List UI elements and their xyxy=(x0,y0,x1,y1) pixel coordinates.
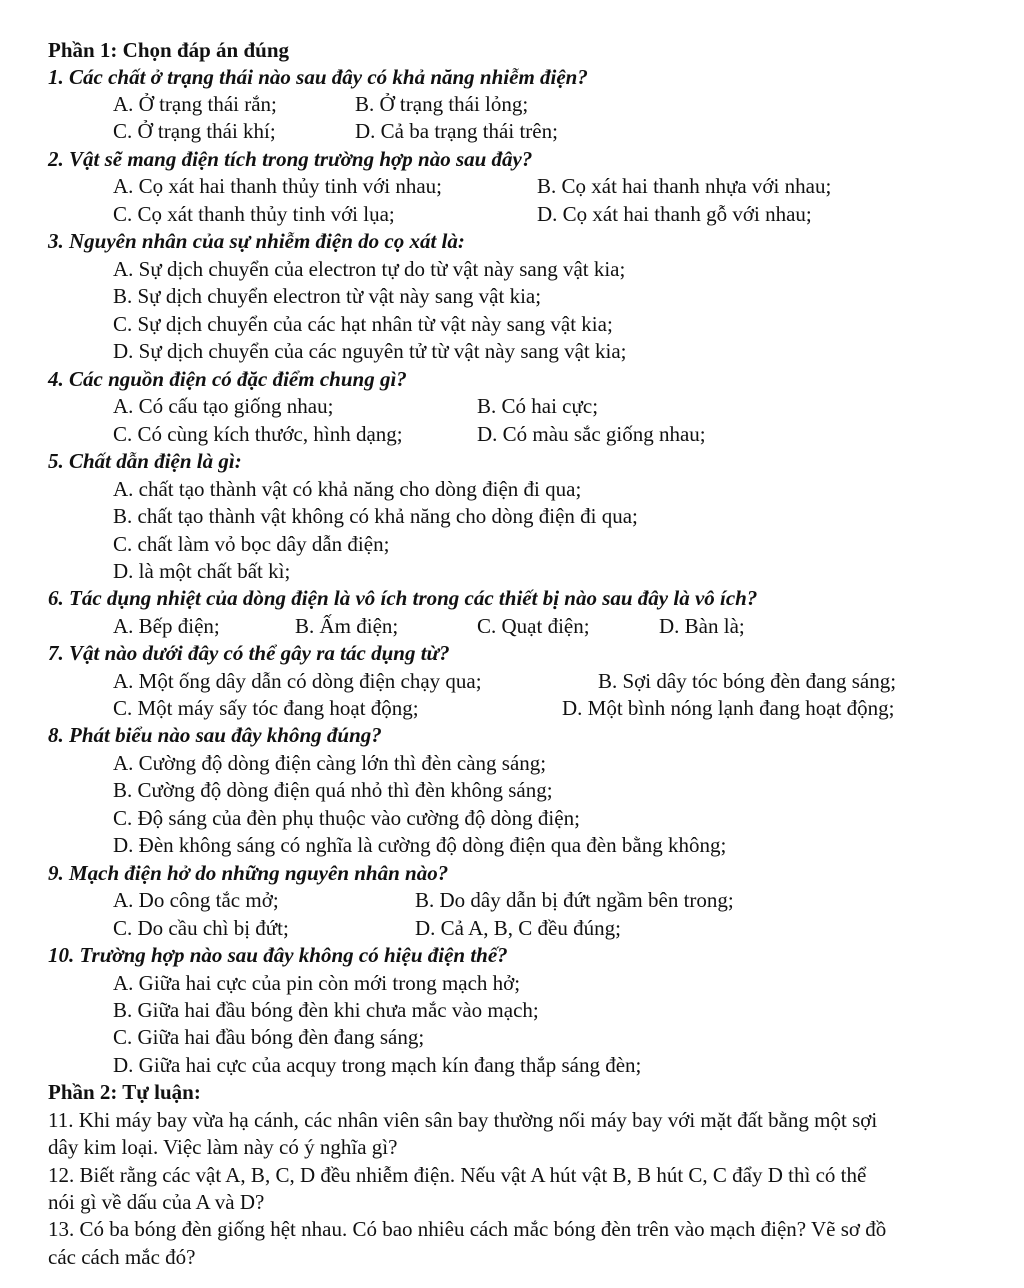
essay-line-2: dây kim loại. Việc làm này có ý nghĩa gì? xyxy=(48,1135,398,1159)
q1-option-c: C. Ở trạng thái khí; xyxy=(113,119,276,143)
question-4: 4. Các nguồn điện có đặc điểm chung gì? xyxy=(48,367,407,391)
q5-option-b: B. chất tạo thành vật không có khả năng cho dòng điện đi qua; xyxy=(113,504,638,528)
q8-option-b: B. Cường độ dòng điện quá nhỏ thì đèn không sáng; xyxy=(113,778,553,802)
q1-option-a: A. Ở trạng thái rắn; xyxy=(113,92,277,116)
q8-option-d: D. Đèn không sáng có nghĩa là cường độ dòng điện qua đèn bằng không; xyxy=(113,833,727,857)
q6-option-a: A. Bếp điện; xyxy=(113,614,220,638)
q4-option-c: C. Có cùng kích thước, hình dạng; xyxy=(113,422,403,446)
question-5: 5. Chất dẫn điện là gì: xyxy=(48,449,242,473)
essay-line-1: 11. Khi máy bay vừa hạ cánh, các nhân viên sân bay thường nối máy bay với mặt đất bằng một sợi xyxy=(48,1108,878,1132)
q4-option-d: D. Có màu sắc giống nhau; xyxy=(477,422,706,446)
q5-option-c: C. chất làm vỏ bọc dây dẫn điện; xyxy=(113,532,390,556)
q10-option-c: C. Giữa hai đầu bóng đèn đang sáng; xyxy=(113,1025,425,1049)
q8-option-a: A. Cường độ dòng điện càng lớn thì đèn càng sáng; xyxy=(113,751,547,775)
question-3: 3. Nguyên nhân của sự nhiễm điện do cọ xát là: xyxy=(48,229,465,253)
question-6: 6. Tác dụng nhiệt của dòng điện là vô ích trong các thiết bị nào sau đây là vô ích? xyxy=(48,586,758,610)
q2-option-a: A. Cọ xát hai thanh thủy tinh với nhau; xyxy=(113,174,442,198)
q4-option-b: B. Có hai cực; xyxy=(477,394,599,418)
q6-option-d: D. Bàn là; xyxy=(659,614,745,638)
q6-option-b: B. Ấm điện; xyxy=(295,614,399,638)
question-8: 8. Phát biểu nào sau đây không đúng? xyxy=(48,723,382,747)
q3-option-c: C. Sự dịch chuyển của các hạt nhân từ vật này sang vật kia; xyxy=(113,312,613,336)
q10-option-b: B. Giữa hai đầu bóng đèn khi chưa mắc vào mạch; xyxy=(113,998,539,1022)
q2-option-c: C. Cọ xát thanh thủy tinh với lụa; xyxy=(113,202,395,226)
q4-option-a: A. Có cấu tạo giống nhau; xyxy=(113,394,334,418)
q10-option-d: D. Giữa hai cực của acquy trong mạch kín đang thắp sáng đèn; xyxy=(113,1053,642,1077)
q2-option-d: D. Cọ xát hai thanh gỗ với nhau; xyxy=(537,202,812,226)
q2-option-b: B. Cọ xát hai thanh nhựa với nhau; xyxy=(537,174,832,198)
q3-option-d: D. Sự dịch chuyển của các nguyên tử từ vật này sang vật kia; xyxy=(113,339,627,363)
essay-line-6: các cách mắc đó? xyxy=(48,1245,196,1269)
question-9: 9. Mạch điện hở do những nguyên nhân nào? xyxy=(48,861,449,885)
essay-line-3: 12. Biết rằng các vật A, B, C, D đều nhiễm điện. Nếu vật A hút vật B, B hút C, C đẩy D thì có thể xyxy=(48,1163,867,1187)
q9-option-b: B. Do dây dẫn bị đứt ngầm bên trong; xyxy=(415,888,734,912)
part2-title: Phần 2: Tự luận: xyxy=(48,1080,201,1104)
q6-option-c: C. Quạt điện; xyxy=(477,614,590,638)
q7-option-d: D. Một bình nóng lạnh đang hoạt động; xyxy=(562,696,895,720)
part1-title: Phần 1: Chọn đáp án đúng xyxy=(48,38,290,62)
question-7: 7. Vật nào dưới đây có thể gây ra tác dụng từ? xyxy=(48,641,450,665)
q3-option-a: A. Sự dịch chuyển của electron tự do từ vật này sang vật kia; xyxy=(113,257,626,281)
question-10: 10. Trường hợp nào sau đây không có hiệu điện thế? xyxy=(48,943,508,967)
q7-option-c: C. Một máy sấy tóc đang hoạt động; xyxy=(113,696,419,720)
question-2: 2. Vật sẽ mang điện tích trong trường hợp nào sau đây? xyxy=(48,147,533,171)
essay-line-5: 13. Có ba bóng đèn giống hệt nhau. Có bao nhiêu cách mắc bóng đèn trên vào mạch điện? Vẽ sơ đồ xyxy=(48,1217,887,1241)
question-1: 1. Các chất ở trạng thái nào sau đây có khả năng nhiễm điện? xyxy=(48,65,588,89)
q1-option-b: B. Ở trạng thái lỏng; xyxy=(355,92,529,116)
q5-option-d: D. là một chất bất kì; xyxy=(113,559,291,583)
q9-option-d: D. Cả A, B, C đều đúng; xyxy=(415,916,621,940)
essay-line-4: nói gì về dấu của A và D? xyxy=(48,1190,265,1214)
q5-option-a: A. chất tạo thành vật có khả năng cho dòng điện đi qua; xyxy=(113,477,582,501)
q10-option-a: A. Giữa hai cực của pin còn mới trong mạch hở; xyxy=(113,971,521,995)
q7-option-a: A. Một ống dây dẫn có dòng điện chạy qua; xyxy=(113,669,482,693)
q1-option-d: D. Cả ba trạng thái trên; xyxy=(355,119,558,143)
q9-option-a: A. Do công tắc mở; xyxy=(113,888,279,912)
q3-option-b: B. Sự dịch chuyển electron từ vật này sang vật kia; xyxy=(113,284,542,308)
q7-option-b: B. Sợi dây tóc bóng đèn đang sáng; xyxy=(598,669,897,693)
q9-option-c: C. Do cầu chì bị đứt; xyxy=(113,916,289,940)
q8-option-c: C. Độ sáng của đèn phụ thuộc vào cường độ dòng điện; xyxy=(113,806,580,830)
